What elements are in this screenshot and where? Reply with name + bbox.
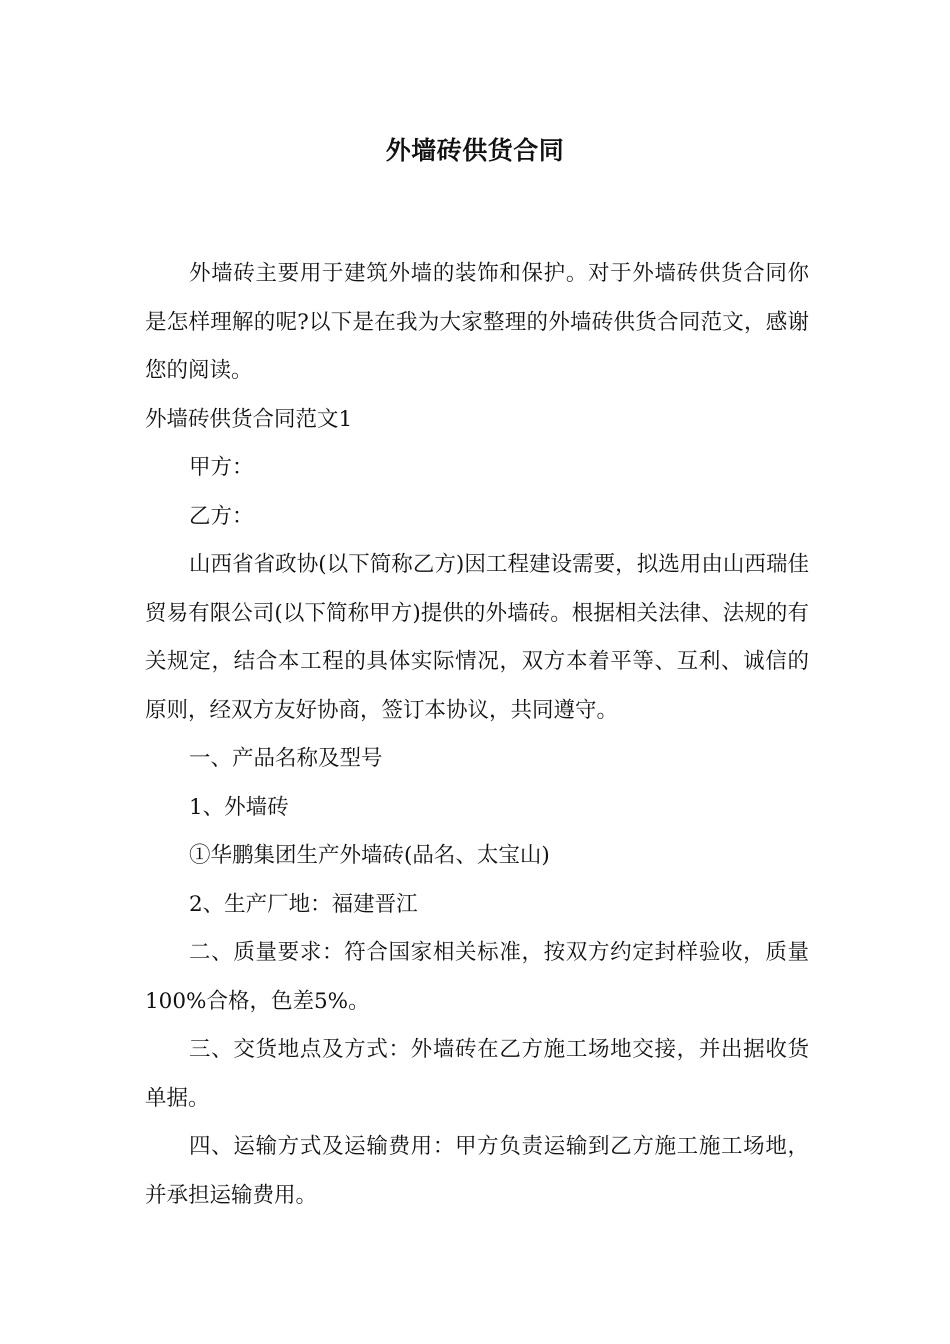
party-a-line: 甲方： [189, 455, 254, 480]
preamble-paragraph: 山西省省政协(以下简称乙方)因工程建设需要，拟选用由山西瑞佳贸易有限公司(以下简称甲方)提供的外墙砖。根据相关法律、法规的有关规定，结合本工程的具体实际情况，双方本着平等、互利、诚信的原则，经双方友好协商，签订本协议，共同遵守。 [145, 552, 809, 723]
clause-item: 1、外墙砖 [189, 794, 289, 820]
clause-item: 2、生产厂地：福建晋江 [189, 891, 418, 917]
clause-heading: 一、产品名称及型号 [189, 746, 383, 771]
clause-paragraph: 二、质量要求：符合国家相关标准，按双方约定封样验收，质量100%合格，色差5%。 [145, 940, 809, 1014]
document-title: 外墙砖供货合同 [385, 136, 565, 165]
clause-item: ①华鹏集团生产外墙砖(品名、太宝山) [189, 843, 550, 868]
intro-paragraph: 外墙砖主要用于建筑外墙的装饰和保护。对于外墙砖供货合同你是怎样理解的呢?以下是在我为大家整理的外墙砖供货合同范文，感谢您的阅读。 [145, 261, 809, 383]
section-heading: 外墙砖供货合同范文1 [145, 406, 353, 432]
document-body [145, 250, 809, 1220]
clause-paragraph: 四、运输方式及运输费用：甲方负责运输到乙方施工施工场地，并承担运输费用。 [145, 1134, 809, 1208]
clause-paragraph: 三、交货地点及方式：外墙砖在乙方施工场地交接，并出据收货单据。 [145, 1037, 809, 1111]
party-b-line: 乙方： [189, 503, 254, 529]
